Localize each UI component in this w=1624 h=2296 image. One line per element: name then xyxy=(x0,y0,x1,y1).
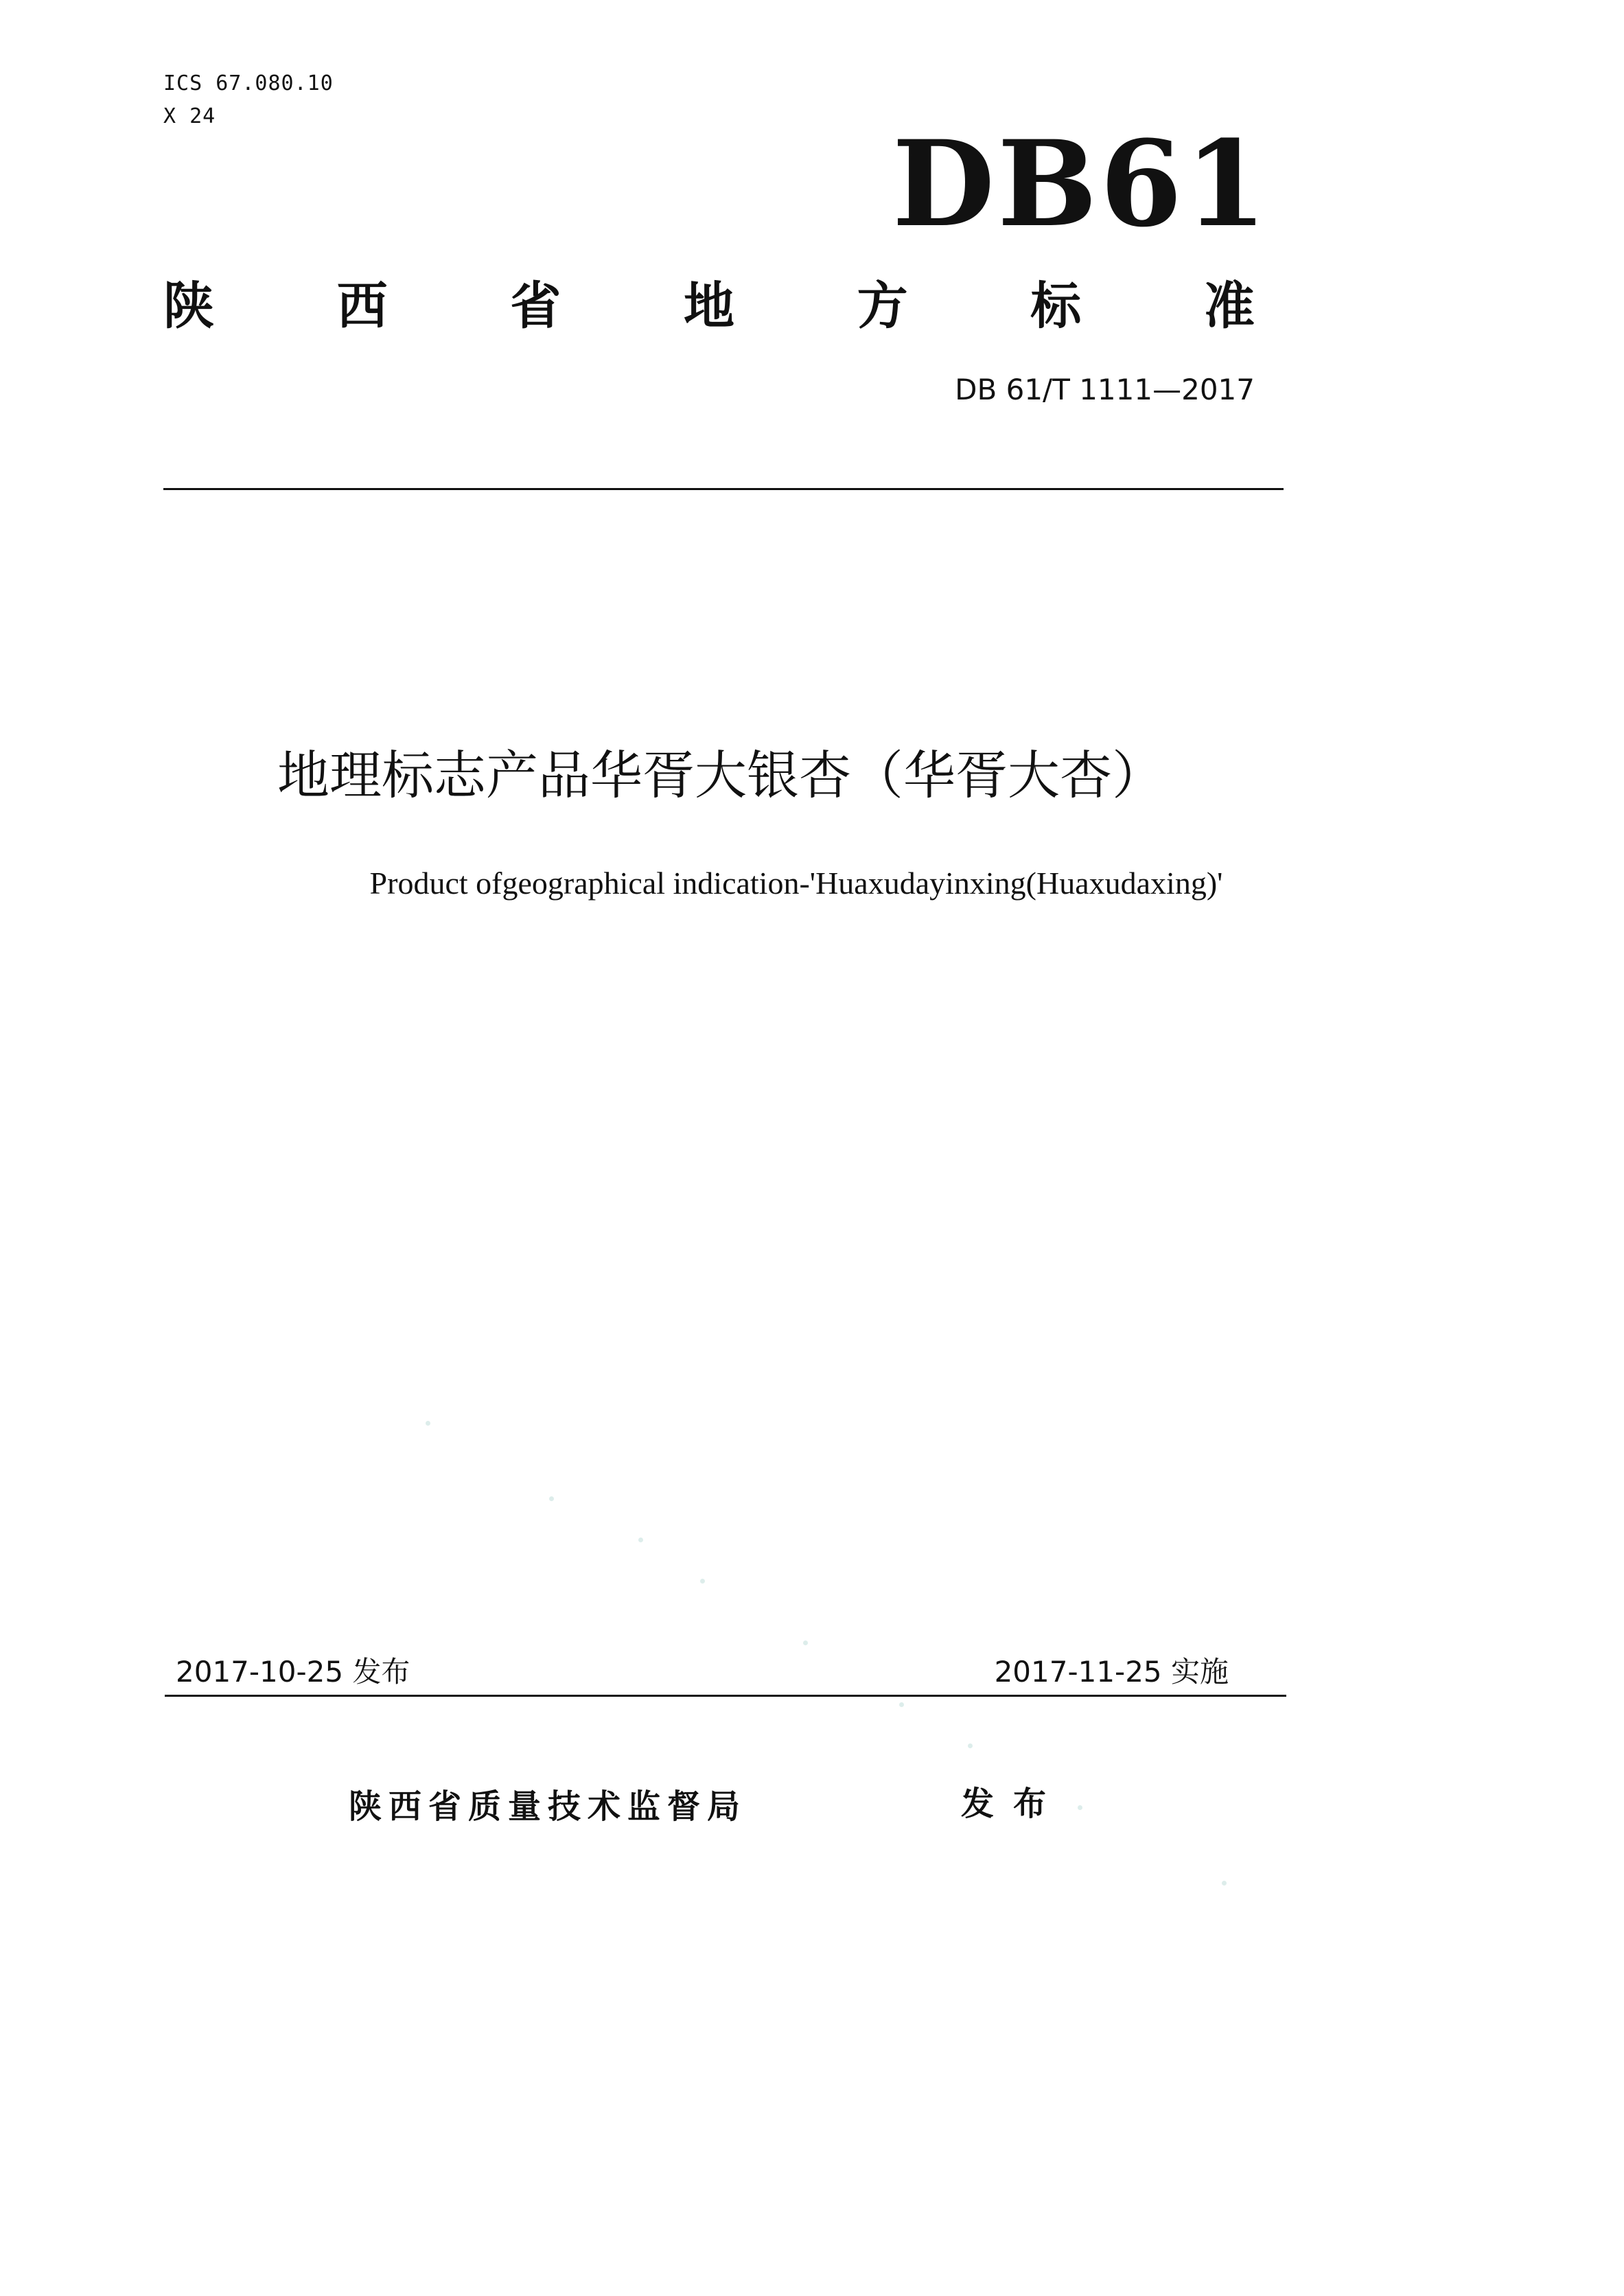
scan-speck xyxy=(549,1496,554,1501)
header-divider xyxy=(163,488,1284,490)
standard-type-char: 地 xyxy=(683,277,734,336)
standard-type-char: 陕 xyxy=(163,277,214,336)
standard-type-char: 省 xyxy=(510,277,561,336)
document-title-chinese: 地理标志产品华胥大银杏（华胥大杏） xyxy=(277,745,1164,806)
scan-speck xyxy=(899,1702,904,1707)
issuing-authority: 陕西省质量技术监督局 xyxy=(349,1787,747,1826)
standard-type-char: 准 xyxy=(1203,277,1255,336)
scan-speck xyxy=(803,1640,808,1645)
publish-date: 2017-10-25 发布 xyxy=(176,1655,410,1689)
standard-number: DB 61/T 1111—2017 xyxy=(955,373,1255,406)
scan-speck xyxy=(638,1538,643,1542)
footer-divider xyxy=(165,1695,1286,1697)
standard-type-heading xyxy=(163,264,1255,340)
scan-speck xyxy=(700,1579,705,1584)
document-title-english: Product ofgeographical indication-'Huaxudayinxing(Huaxudaxing)' xyxy=(369,866,1223,901)
ics-code-block xyxy=(163,67,334,133)
scan-speck xyxy=(426,1421,430,1426)
scan-speck xyxy=(1078,1805,1082,1810)
standard-type-char: 标 xyxy=(1030,277,1082,336)
db61-logo: DB61 xyxy=(892,114,1270,253)
ics-code: ICS 67.080.10 xyxy=(163,71,334,95)
scan-speck xyxy=(968,1743,973,1748)
standard-type-char: 方 xyxy=(857,277,908,336)
scan-speck xyxy=(1222,1881,1227,1886)
issue-label: 发布 xyxy=(961,1785,1066,1823)
implement-date: 2017-11-25 实施 xyxy=(994,1655,1229,1689)
standard-type-char: 西 xyxy=(336,277,388,336)
classification-code: X 24 xyxy=(163,104,216,128)
